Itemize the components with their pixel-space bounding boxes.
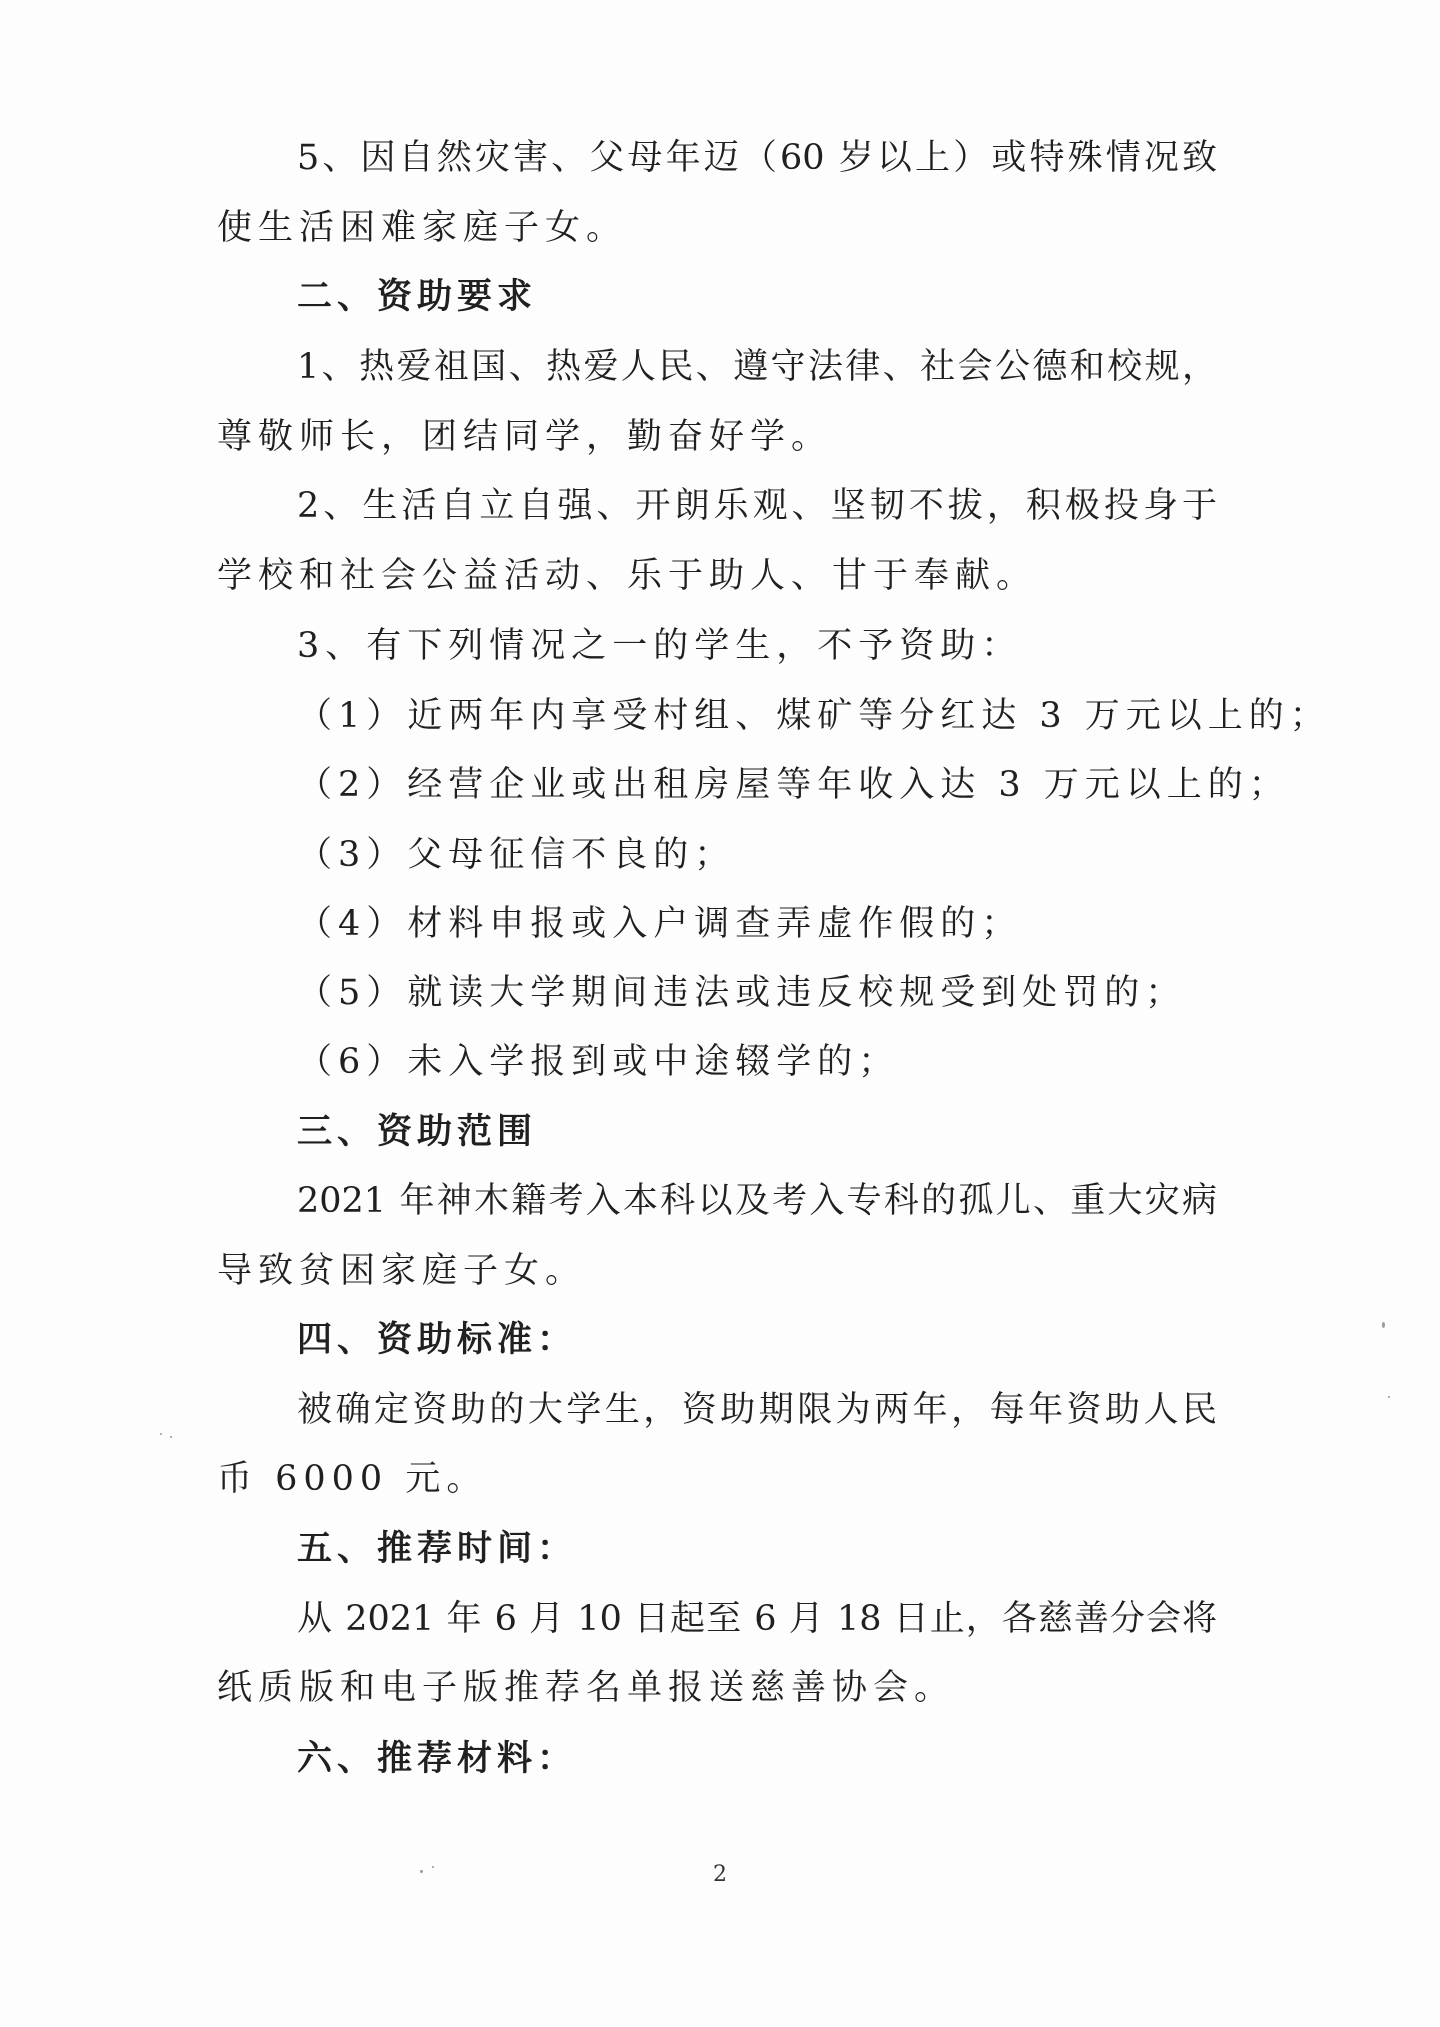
requirement-3: 3、有下列情况之一的学生，不予资助： xyxy=(297,626,1023,666)
scan-speck xyxy=(160,1433,162,1435)
standard-line-2: 币 6000 元。 xyxy=(217,1459,488,1499)
scan-speck xyxy=(170,1436,172,1438)
exclusion-1: （1）近两年内享受村组、煤矿等分红达 3 万元以上的； xyxy=(297,696,1331,736)
exclusion-2: （2）经营企业或出租房屋等年收入达 3 万元以上的； xyxy=(297,765,1290,805)
requirement-2-line-2: 学校和社会公益活动、乐于助人、甘于奉献。 xyxy=(217,556,1038,596)
exclusion-6: （6）未入学报到或中途辍学的； xyxy=(297,1042,900,1082)
requirement-1-line-1: 1、热爱祖国、热爱人民、遵守法律、社会公德和校规， xyxy=(297,347,1217,387)
time-line-2: 纸质版和电子版推荐名单报送慈善协会。 xyxy=(217,1668,956,1708)
section-6-heading: 六、推荐材料： xyxy=(297,1738,578,1779)
exclusion-4: （4）材料申报或入户调查弄虚作假的； xyxy=(297,904,1023,944)
section-2-heading: 二、资助要求 xyxy=(297,276,538,317)
scan-speck xyxy=(1382,1322,1385,1328)
section-5-heading: 五、推荐时间： xyxy=(297,1528,578,1569)
section-4-heading: 四、资助标准： xyxy=(297,1319,578,1360)
requirement-1-line-2: 尊敬师长，团结同学，勤奋好学。 xyxy=(217,417,833,457)
exclusion-3: （3）父母征信不良的； xyxy=(297,835,736,875)
paragraph-item-5-line-2: 使生活困难家庭子女。 xyxy=(217,208,628,248)
time-line-1: 从 2021 年 6 月 10 日起至 6 月 18 日止，各慈善分会将 xyxy=(297,1599,1217,1639)
exclusion-5: （5）就读大学期间违法或违反校规受到处罚的； xyxy=(297,973,1187,1013)
requirement-2-line-1: 2、生活自立自强、开朗乐观、坚韧不拔，积极投身于 xyxy=(297,486,1217,526)
page-number: 2 xyxy=(713,1862,727,1887)
paragraph-item-5-line-1: 5、因自然灾害、父母年迈（60 岁以上）或特殊情况致 xyxy=(297,138,1217,178)
scope-line-1: 2021 年神木籍考入本科以及考入专科的孤儿、重大灾病 xyxy=(297,1181,1217,1221)
scope-line-2: 导致贫困家庭子女。 xyxy=(217,1251,587,1291)
scan-speck xyxy=(432,1866,434,1868)
scan-speck xyxy=(1388,1396,1390,1398)
scan-speck xyxy=(420,1870,423,1873)
standard-line-1: 被确定资助的大学生，资助期限为两年，每年资助人民 xyxy=(297,1390,1217,1430)
section-3-heading: 三、资助范围 xyxy=(297,1111,538,1152)
